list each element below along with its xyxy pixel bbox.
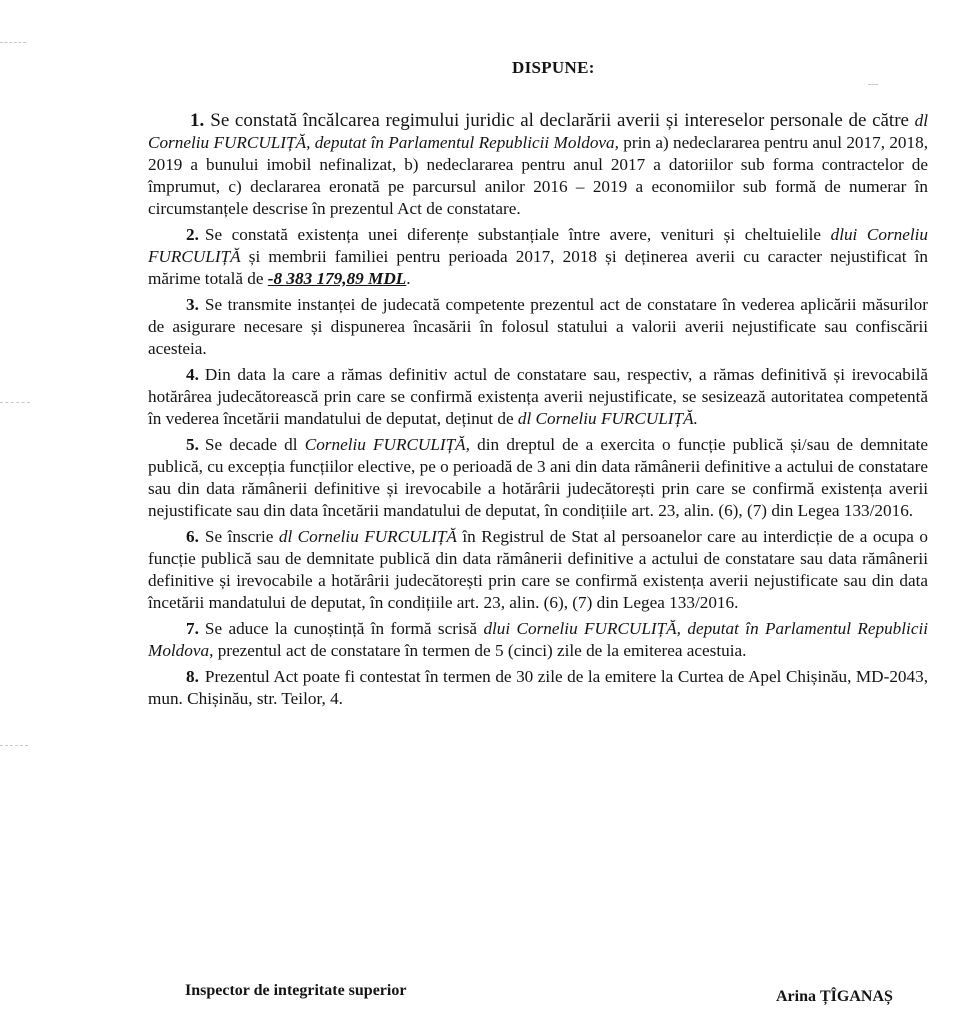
section-heading: DISPUNE: [512,58,595,77]
signatory-name: Arina ȚÎGANAȘ [776,988,893,1005]
item-text: în Registrul de Stat al persoanelor care au interdicție de a ocupa o funcție publică sau de demnitate publică din data rămânerii definitive a actului de constatare sau data rămânerii definitive și irevocabile a hotărârii judecătorești prin care se confirmă existența averii nejustificate sau din data încetării mandatului de deputat, în condițiile art. 23, alin. (6), (7) din Legea 133/2016. [148,527,928,612]
italic-text: dl Corneliu FURCULIȚĂ, deputat în Parlamentul Republicii Moldova, [148,111,928,152]
scan-artifact [0,745,28,746]
item-number: 7. [186,619,199,638]
item-number: 3. [186,295,199,314]
item-number: 6. [186,527,199,546]
item-text: prezentul act de constatare în termen de 5 (cinci) zile de la emiterea acestuia. [213,641,747,660]
disposition-item [148,364,928,430]
signatory-title: Inspector de integritate superior [185,982,407,999]
dispositions-list [148,110,928,714]
item-number: 8. [186,667,199,686]
amount-value: -8 383 179,89 MDL [267,269,407,288]
disposition-item [148,294,928,360]
item-text: din dreptul de a exercita o funcție publică și/sau de demnitate publică, cu excepția funcțiilor elective, pe o perioadă de 3 ani din data rămânerii definitive a actului de constatare sau din data rămânerii definitive și irevocabile a hotărârii judecătorești prin care se confirmă existența averii nejustificate sau din data încetării mandatului de deputat, în condițiile art. 23, alin. (6), (7) din Legea 133/2016. [148,435,928,520]
scan-artifact [0,42,26,43]
item-text: prin a) nedeclararea pentru anul 2017, 2018, 2019 a bunului imobil nefinalizat, b) nedeclararea pentru anul 2017 a datoriilor sub forma contractelor de împrumut, c) declararea eronată pe parcursul anilor 2016 – 2019 a economiilor sub formă de numerar în circumstanțele descrise în prezentul Act de constatare. [148,133,929,218]
italic-text: dlui Corneliu FURCULIȚĂ, deputat în Parlamentul Republicii Moldova, [148,619,929,660]
disposition-item [148,666,928,710]
item-number: 5. [186,435,199,454]
italic-text: dl Corneliu FURCULIȚĂ. [517,409,698,428]
disposition-item [148,526,928,614]
italic-text: Corneliu FURCULIȚĂ, [304,435,470,454]
italic-text: dlui Corneliu FURCULIȚĂ [148,225,928,266]
disposition-item [148,434,928,522]
item-text: Prezentul Act poate fi contestat în termen de 30 zile de la emitere la Curtea de Apel Chișinău, MD-2043, mun. Chișinău, str. Teilor, 4. [148,667,928,708]
item-text: Se constată încălcarea regimului juridic al declarării averii și intereselor personale de către [210,110,915,131]
item-text: Se constată existența unei diferențe substanțiale între avere, venituri și cheltuielile [204,225,831,244]
item-number: 4. [186,365,199,384]
scan-artifact [868,84,878,85]
item-number: 1. [190,110,205,131]
item-text: . [406,269,411,288]
item-text: și membrii familiei pentru perioada 2017, 2018 și deținerea averii cu caracter nejustificat în mărime totală de [148,247,928,288]
item-text: Se decade dl [204,435,305,454]
disposition-item [148,224,928,290]
item-number: 2. [186,225,199,244]
scan-artifact [0,402,30,403]
disposition-item [148,110,928,220]
italic-text: dl Corneliu FURCULIȚĂ [278,527,457,546]
item-text: Se înscrie [204,527,279,546]
item-text: Se aduce la cunoștință în formă scrisă [204,619,484,638]
item-text: Din data la care a rămas definitiv actul de constatare sau, respectiv, a rămas definitivă și irevocabilă hotărârea judecătorească prin care se confirmă existența averii nejustificate, se sesizează autoritatea competentă în vederea încetării mandatului de deputat, deținut de [148,365,928,428]
item-text: Se transmite instanței de judecată competente prezentul act de constatare în vederea aplicării măsurilor de asigurare necesare și dispunerea încasării în folosul statului a valorii averii nejustificate sau confiscării acesteia. [148,295,928,358]
disposition-item [148,618,928,662]
